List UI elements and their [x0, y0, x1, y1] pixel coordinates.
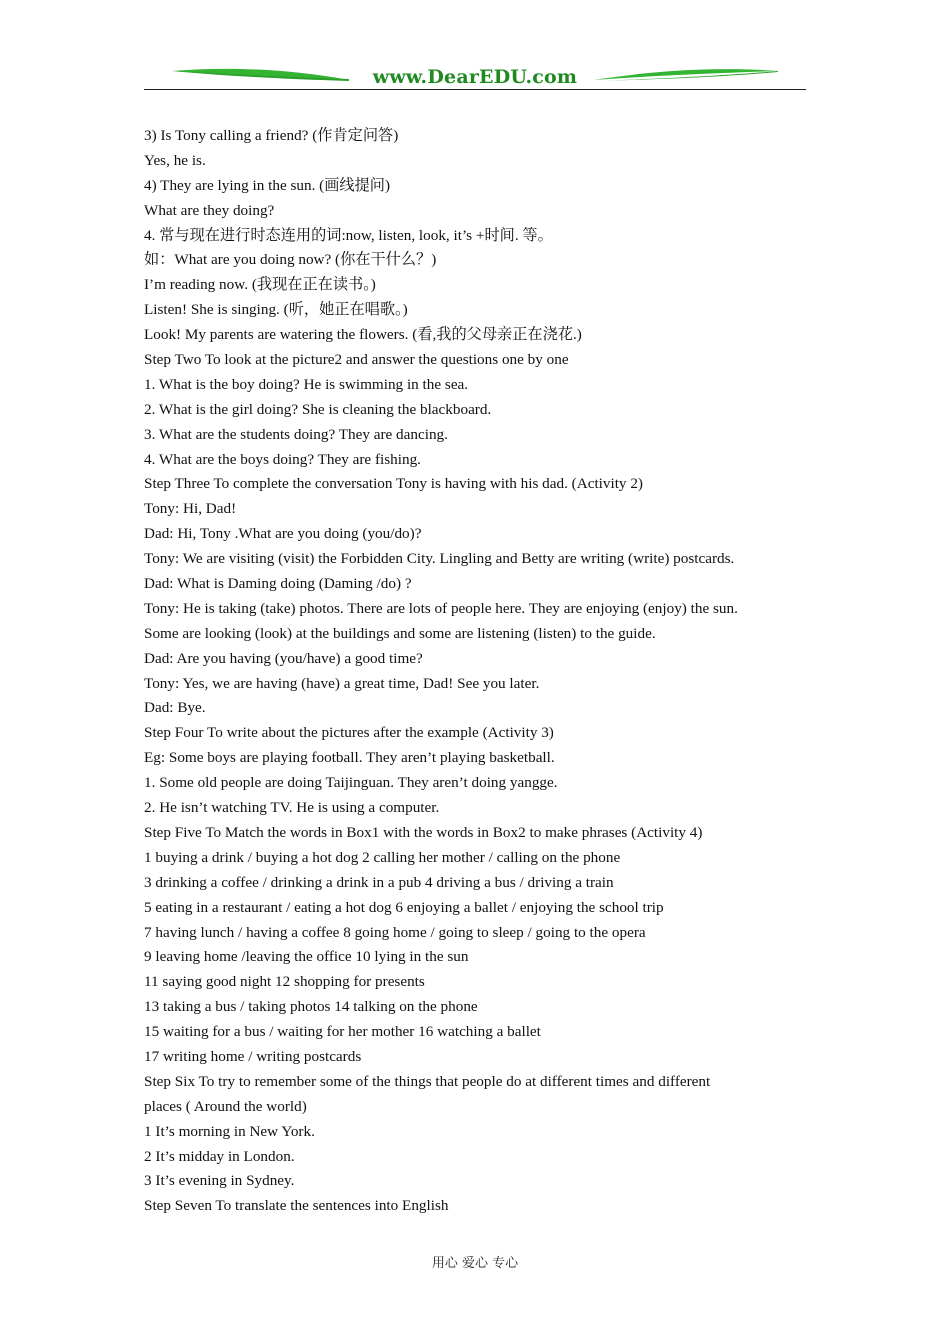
- site-brand: www.DearEDU.com: [372, 66, 578, 88]
- text-line: Step Three To complete the conversation Tony is having with his dad. (Activity 2): [144, 475, 643, 493]
- header-divider: [144, 89, 806, 90]
- text-line: 1 buying a drink / buying a hot dog 2 calling her mother / calling on the phone: [144, 848, 621, 866]
- text-line: 3) Is Tony calling a friend? (作肯定问答): [144, 127, 399, 144]
- text-line: Tony: He is taking (take) photos. There are lots of people here. They are enjoying (enjoy) the sun.: [144, 599, 738, 617]
- text-line: 2 It’s midday in London.: [144, 1147, 295, 1165]
- text-line: What are they doing?: [144, 201, 275, 219]
- text-line: 1. Some old people are doing Taijinguan. They aren’t doing yangge.: [144, 774, 558, 792]
- text-line: 4. What are the boys doing? They are fishing.: [144, 450, 421, 468]
- page-header: [144, 62, 806, 92]
- text-line: 9 leaving home /leaving the office 10 lying in the sun: [144, 948, 469, 966]
- text-line: places ( Around the world): [144, 1097, 307, 1115]
- text-line: Step Two To look at the picture2 and answer the questions one by one: [144, 351, 569, 369]
- text-line: 2. What is the girl doing? She is cleaning the blackboard.: [144, 400, 492, 418]
- text-line: 15 waiting for a bus / waiting for her mother 16 watching a ballet: [144, 1023, 541, 1041]
- text-line: Tony: Hi, Dad!: [144, 500, 237, 518]
- text-line: Tony: We are visiting (visit) the Forbidden City. Lingling and Betty are writing (write) postcards.: [144, 550, 735, 568]
- text-line: 3 drinking a coffee / drinking a drink in a pub 4 driving a bus / driving a train: [144, 873, 614, 891]
- text-line: Some are looking (look) at the buildings and some are listening (listen) to the guide.: [144, 624, 656, 642]
- text-line: Step Four To write about the pictures after the example (Activity 3): [144, 724, 554, 742]
- text-line: 4) They are lying in the sun. (画线提问): [144, 176, 391, 194]
- text-line: Dad: Are you having (you/have) a good time?: [144, 649, 423, 667]
- text-line: Step Five To Match the words in Box1 with the words in Box2 to make phrases (Activity 4): [144, 823, 703, 841]
- text-line: Step Seven To translate the sentences into English: [144, 1197, 449, 1215]
- text-line: 2. He isn’t watching TV. He is using a computer.: [144, 799, 440, 817]
- text-line: Dad: What is Daming doing (Daming /do) ?: [144, 575, 412, 593]
- text-line: Tony: Yes, we are having (have) a great time, Dad! See you later.: [144, 674, 540, 692]
- text-line: 如：What are you doing now? (你在干什么？): [144, 251, 437, 269]
- text-line: 1 It’s morning in New York.: [144, 1122, 315, 1140]
- text-line: 3. What are the students doing? They are dancing.: [144, 425, 448, 443]
- text-line: 1. What is the boy doing? He is swimming in the sea.: [144, 375, 469, 393]
- text-line: 3 It’s evening in Sydney.: [144, 1172, 295, 1190]
- text-line: Dad: Hi, Tony .What are you doing (you/do)?: [144, 525, 422, 543]
- text-line: 5 eating in a restaurant / eating a hot dog 6 enjoying a ballet / enjoying the school trip: [144, 898, 664, 916]
- text-line: Yes, he is.: [144, 151, 206, 169]
- text-line: 4. 常与现在进行时态连用的词:now, listen, look, it’s +时间. 等。: [144, 226, 553, 244]
- text-line: I’m reading now. (我现在正在读书。): [144, 276, 376, 294]
- document-body: [144, 124, 814, 1219]
- text-line: 11 saying good night 12 shopping for presents: [144, 973, 425, 991]
- text-line: Step Six To try to remember some of the things that people do at different times and different: [144, 1072, 711, 1090]
- text-line: Look! My parents are watering the flowers. (看,我的父母亲正在浇花.): [144, 326, 582, 344]
- text-line: Listen! She is singing. (听，她正在唱歌。): [144, 301, 408, 319]
- page-footer: 用心 爱心 专心: [431, 1256, 519, 1271]
- text-line: 7 having lunch / having a coffee 8 going home / going to sleep / going to the opera: [144, 923, 646, 941]
- text-line: 13 taking a bus / taking photos 14 talking on the phone: [144, 998, 478, 1016]
- text-line: Eg: Some boys are playing football. They aren’t playing basketball.: [144, 749, 555, 767]
- text-line: Dad: Bye.: [144, 699, 206, 717]
- text-line: 17 writing home / writing postcards: [144, 1047, 362, 1065]
